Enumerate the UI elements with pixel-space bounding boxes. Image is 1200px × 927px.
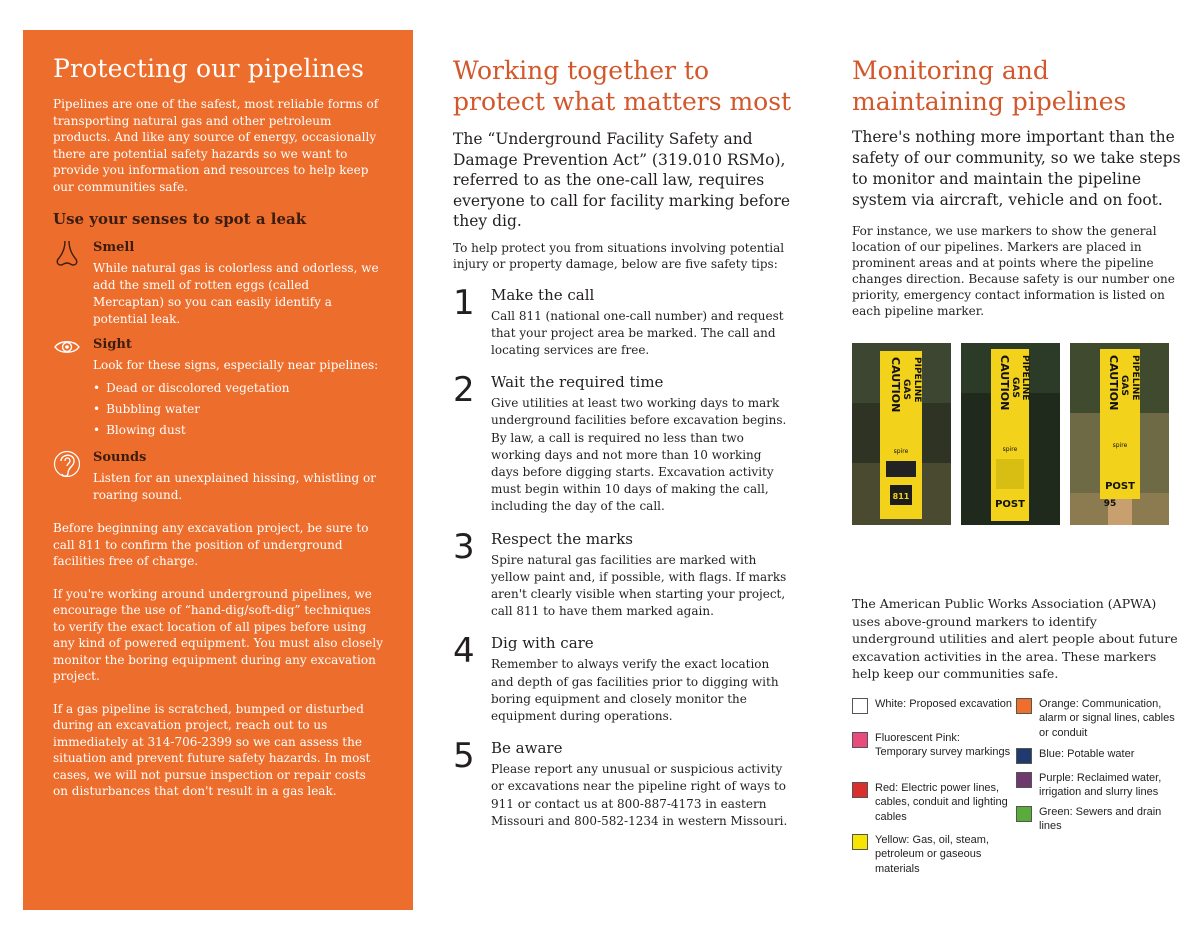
list-item: • Bubbling water (93, 399, 383, 420)
eye-icon (53, 332, 81, 362)
hand-dig-paragraph: If you're working around underground pipelines, we encourage the use of “hand-dig/soft-dig” techniques to verify the exact location of all pipes before using any kind of powered equipment. You must also closely monitor the boring equipment during any excavation project. (53, 586, 383, 683)
marker-gas-text: GAS (901, 379, 911, 400)
legend-item-yellow (852, 833, 1012, 877)
color-swatch (1016, 748, 1032, 764)
legend-item-red (852, 781, 1012, 825)
marker-caution-text: CAUTION (889, 357, 902, 413)
legend-label: Blue: Potable water (1039, 747, 1135, 760)
color-swatch (1016, 698, 1032, 714)
excavation-paragraph: Before beginning any excavation project, be sure to call 811 to confirm the position of underground facilities free of charge. (53, 521, 369, 568)
legend-label: Orange: Communication, alarm or signal lines, cables or conduit (1039, 697, 1175, 739)
sense-text: Look for these signs, especially near pipelines: (93, 358, 379, 372)
legend-item-white (852, 697, 1012, 714)
one-call-law-lead: The “Underground Facility Safety and Damage Prevention Act” (319.010 RSMo), referred to as the one-call law, requires everyone to call for facility marking before they dig. (453, 130, 791, 230)
marker-pipeline-text: PIPELINE (1130, 355, 1140, 401)
tip-title: Wait the required time (491, 373, 664, 392)
marker-bottom-text: POST (995, 499, 1025, 510)
marker-brand-text: spire (1002, 446, 1018, 453)
tip-number: 2 (453, 370, 475, 411)
middle-title: Working together to protect what matters most (453, 56, 792, 116)
legend-label: Purple: Reclaimed water, irrigation and slurry lines (1039, 771, 1162, 798)
legend-item-pink (852, 731, 1012, 760)
sense-title: Sight (93, 337, 132, 352)
ear-icon (53, 449, 81, 479)
legend-item-blue (1016, 747, 1186, 764)
pipeline-marker-photo (852, 343, 951, 525)
color-swatch (852, 732, 868, 748)
markers-paragraph: For instance, we use markers to show the general location of our pipelines. Markers are placed in prominent areas and at points where the pipeline changes direction. Because safety is our number one priority, emergency contact information is listed on each pipeline marker. (852, 224, 1175, 318)
tip-number: 5 (453, 736, 475, 777)
marker-bottom-text: 811 (892, 492, 910, 501)
pipeline-damage-paragraph: If a gas pipeline is scratched, bumped or disturbed during an excavation project, reach out to us immediately at 314-706-2399 so we can assess the situation and prevent future safety hazards. In most cases, we will not pursue inspection or repair costs on disturbances that don't result in a gas leak. (53, 701, 371, 798)
apwa-paragraph: The American Public Works Association (APWA) uses above-ground markers to identify underground utilities and alert people about future excavation activities in the area. These markers help keep our communities safe. (852, 596, 1178, 681)
pipeline-marker-photos (852, 343, 1182, 525)
sense-sight (53, 336, 383, 441)
working-together-column (453, 55, 793, 844)
left-panel-title: Protecting our pipelines (53, 54, 365, 83)
legend-label: Yellow: Gas, oil, steam, petroleum or gaseous materials (875, 833, 989, 875)
monitoring-column (852, 55, 1182, 897)
marker-pipeline-text: PIPELINE (912, 357, 922, 403)
tip-text: Spire natural gas facilities are marked with yellow paint and, if possible, with flags. If marks aren't clearly visible when starting your project, call 811 to have them marked again. (491, 552, 787, 619)
tip-title: Respect the marks (491, 529, 634, 548)
tip-number: 1 (453, 282, 475, 323)
legend-label: Red: Electric power lines, cables, conduit and lighting cables (875, 781, 1008, 823)
sense-smell (53, 239, 383, 328)
tip-text: Call 811 (national one-call number) and request that your project area be marked. The call and locating services are free. (491, 308, 784, 357)
left-intro-text: Pipelines are one of the safest, most reliable forms of transporting natural gas and other petroleum products. And like any source of energy, occasionally there are potential safety hazards so we want to provide you information and resources to help keep our communities safe. (53, 97, 379, 194)
senses-heading: Use your senses to spot a leak (53, 210, 307, 228)
sight-signs-list (93, 378, 383, 441)
safety-tips-intro: To help protect you from situations involving potential injury or property damage, below are five safety tips: (453, 240, 785, 271)
nose-icon (53, 239, 81, 269)
legend-item-orange (1016, 697, 1186, 741)
sense-text: While natural gas is colorless and odorless, we add the smell of rotten eggs (called Mercaptan) so you can easily identify a potential leak. (93, 261, 379, 326)
legend-item-green (1016, 805, 1186, 834)
right-title: Monitoring and maintaining pipelines (852, 56, 1127, 116)
list-item: • Dead or discolored vegetation (93, 378, 383, 399)
tip-text: Remember to always verify the exact location and depth of gas facilities prior to digging with boring equipment and closely monitor the equipment during operations. (491, 657, 779, 723)
color-swatch (1016, 806, 1032, 822)
tip-title: Dig with care (491, 634, 594, 653)
pipeline-marker-photo (1070, 343, 1169, 525)
monitoring-lead: There's nothing more important than the safety of our community, so we take steps to monitor and maintain the pipeline system via aircraft, vehicle and on foot. (852, 128, 1181, 209)
legend-label: Fluorescent Pink: Temporary survey markings (875, 731, 1011, 758)
legend-label: Green: Sewers and drain lines (1039, 805, 1162, 832)
tip-number: 3 (453, 526, 475, 567)
sense-title: Smell (93, 240, 135, 255)
tip-text: Give utilities at least two working days to mark underground facilities before excavation begins. By law, a call is required no less than two working days and not more than 10 working days before digging starts. Excavation activity must begin within 10 days of making the call, including the day of the call. (491, 396, 787, 514)
pipeline-marker-photo (961, 343, 1060, 525)
sense-title: Sounds (93, 450, 147, 465)
safety-tip (453, 282, 793, 360)
tip-text: Please report any unusual or suspicious activity or excavations near the pipeline right of ways to 911 or contact us at 800-887-4173 in eastern Missouri and 800-582-1234 in western Missouri. (491, 762, 788, 828)
safety-tip (453, 631, 793, 725)
marker-number-text: 95 (1103, 499, 1117, 509)
color-swatch (1016, 772, 1032, 788)
sense-text: Listen for an unexplained hissing, whistling or roaring sound. (93, 471, 376, 502)
color-swatch (852, 834, 868, 850)
marker-caution-text: CAUTION (998, 355, 1011, 411)
marker-bottom-text: POST (1105, 481, 1135, 492)
safety-tip (453, 370, 793, 515)
marker-gas-text: GAS (1010, 377, 1020, 398)
marker-brand-text: spire (1112, 442, 1128, 449)
marker-brand-text: spire (893, 448, 909, 455)
color-swatch (852, 698, 868, 714)
legend-item-purple (1016, 771, 1186, 800)
marker-gas-text: GAS (1119, 375, 1129, 396)
list-item: • Blowing dust (93, 420, 383, 441)
apwa-color-legend (852, 697, 1182, 897)
marker-caution-text: CAUTION (1107, 355, 1120, 411)
safety-tip (453, 736, 793, 830)
safety-tip (453, 526, 793, 621)
tip-title: Make the call (491, 285, 595, 304)
marker-pipeline-text: PIPELINE (1020, 355, 1030, 401)
sense-sounds (53, 449, 383, 504)
tip-number: 4 (453, 631, 475, 672)
protecting-pipelines-panel (23, 30, 413, 910)
tip-title: Be aware (491, 739, 563, 758)
color-swatch (852, 782, 868, 798)
legend-label: White: Proposed excavation (875, 697, 1012, 710)
